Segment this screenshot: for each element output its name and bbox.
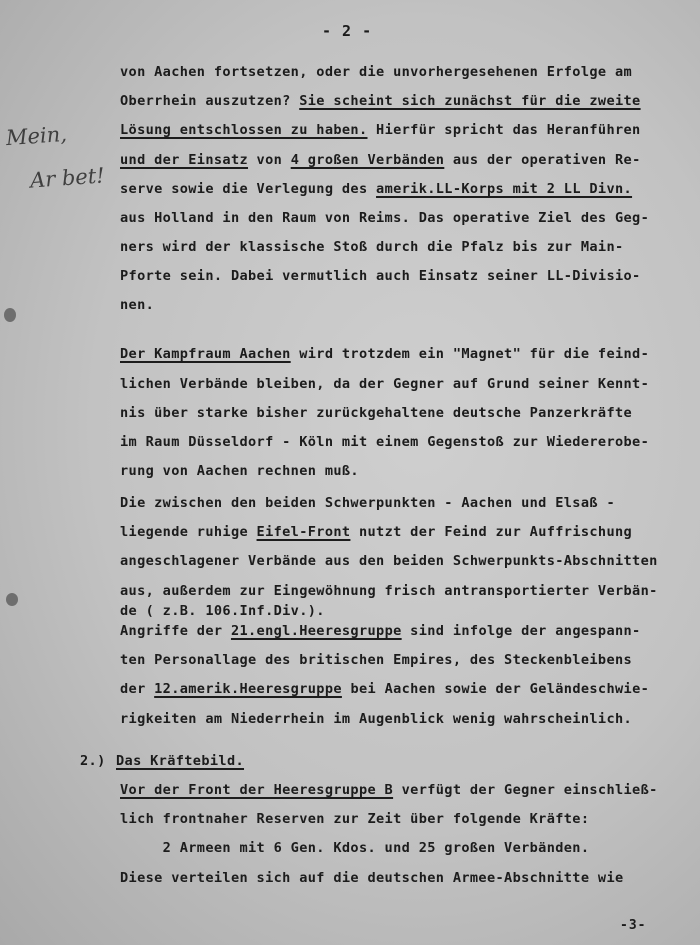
- text-line: [120, 603, 325, 619]
- text-line: [120, 405, 632, 421]
- text-line: [120, 122, 641, 138]
- text-line: [120, 239, 624, 255]
- text-line: [120, 210, 649, 226]
- text-segment: lich frontnaher Reserven zur Zeit über folgende Kräfte:: [120, 811, 590, 827]
- text-segment: sind infolge der angespann-: [401, 623, 641, 639]
- text-line: [120, 553, 658, 569]
- text-line: [120, 623, 641, 639]
- text-segment: wird trotzdem ein "Magnet" für die feind-: [290, 346, 650, 362]
- text-segment: Hierfür spricht das Heranführen: [367, 122, 641, 138]
- text-segment: liegende ruhige: [120, 524, 257, 540]
- text-segment: Angriffe der: [120, 623, 231, 639]
- handwritten-note-line-1: Mein,: [5, 121, 68, 151]
- text-segment: Oberrhein auszutzen?: [120, 93, 300, 109]
- text-line: [120, 811, 589, 827]
- text-line: [120, 346, 649, 362]
- punch-hole: [4, 308, 16, 322]
- section-number: 2.): [80, 753, 106, 769]
- handwritten-note-line-2: Ar bet!: [29, 163, 106, 193]
- underlined-text: Lösung entschlossen zu haben.: [120, 122, 368, 138]
- text-segment: aus Holland in den Raum von Reims. Das operative Ziel des Geg-: [120, 210, 650, 226]
- text-line: [120, 840, 589, 856]
- text-line: [120, 93, 641, 109]
- text-line: [120, 181, 632, 197]
- text-segment: ten Personallage des britischen Empires, des Steckenbleibens: [120, 652, 633, 668]
- text-segment: Diese verteilen sich auf die deutschen Armee-Abschnitte wie: [120, 870, 624, 886]
- text-line: [120, 782, 658, 798]
- text-line: [120, 376, 649, 392]
- underlined-text: Das Kräftebild.: [116, 753, 245, 769]
- text-line: [120, 434, 649, 450]
- text-segment: der: [120, 681, 155, 697]
- text-line: [120, 463, 359, 479]
- underlined-text: Vor der Front der Heeresgruppe B: [120, 782, 394, 798]
- text-line: [120, 681, 649, 697]
- text-segment: aus, außerdem zur Eingewöhnung frisch antransportierter Verbän-: [120, 583, 658, 599]
- text-line: [120, 524, 632, 540]
- text-segment: bei Aachen sowie der Geländeschwie-: [341, 681, 650, 697]
- text-line: [120, 711, 632, 727]
- text-line: [120, 297, 154, 313]
- underlined-text: amerik.LL-Korps mit 2 LL Divn.: [376, 181, 633, 197]
- text-segment: rung von Aachen rechnen muß.: [120, 463, 359, 479]
- underlined-text: 12.amerik.Heeresgruppe: [154, 681, 342, 697]
- text-segment: von: [248, 152, 291, 168]
- underlined-text: Der Kampfraum Aachen: [120, 346, 291, 362]
- text-segment: Pforte sein. Dabei vermutlich auch Einsatz seiner LL-Divisio-: [120, 268, 641, 284]
- text-line: [120, 152, 641, 168]
- underlined-text: 4 großen Verbänden: [290, 152, 445, 168]
- text-segment: nen.: [120, 297, 155, 313]
- underlined-text: und der Einsatz: [120, 152, 249, 168]
- text-line: [120, 64, 632, 80]
- underlined-text: Eifel-Front: [256, 524, 351, 540]
- text-segment: nis über starke bisher zurückgehaltene deutsche Panzerkräfte: [120, 405, 633, 421]
- text-segment: de ( z.B. 106.Inf.Div.).: [120, 603, 325, 619]
- text-segment: aus der operativen Re-: [444, 152, 641, 168]
- text-line: [120, 495, 615, 511]
- text-line: [120, 268, 641, 284]
- text-segment: von Aachen fortsetzen, oder die unvorhergesehenen Erfolge am: [120, 64, 633, 80]
- underlined-text: Sie scheint sich zunächst für die zweite: [299, 93, 641, 109]
- punch-hole: [6, 593, 18, 606]
- underlined-text: 21.engl.Heeresgruppe: [230, 623, 402, 639]
- text-segment: verfügt der Gegner einschließ-: [393, 782, 658, 798]
- text-line: [116, 753, 244, 769]
- text-line: [120, 870, 624, 886]
- text-segment: im Raum Düsseldorf - Köln mit einem Gegenstoß zur Wiedererobe-: [120, 434, 650, 450]
- text-segment: serve sowie die Verlegung des: [120, 181, 377, 197]
- text-segment: 2 Armeen mit 6 Gen. Kdos. und 25 großen Verbänden.: [120, 840, 590, 856]
- next-page-marker: -3-: [620, 918, 647, 933]
- text-segment: Die zwischen den beiden Schwerpunkten - Aachen und Elsaß -: [120, 495, 615, 511]
- page-number: - 2 -: [322, 22, 373, 40]
- text-segment: angeschlagener Verbände aus den beiden Schwerpunkts-Abschnitten: [120, 553, 658, 569]
- text-segment: nutzt der Feind zur Auffrischung: [350, 524, 633, 540]
- text-line: [120, 583, 658, 599]
- text-segment: lichen Verbände bleiben, da der Gegner auf Grund seiner Kennt-: [120, 376, 650, 392]
- text-line: [120, 652, 632, 668]
- text-segment: ners wird der klassische Stoß durch die Pfalz bis zur Main-: [120, 239, 624, 255]
- text-segment: rigkeiten am Niederrhein im Augenblick wenig wahrscheinlich.: [120, 711, 633, 727]
